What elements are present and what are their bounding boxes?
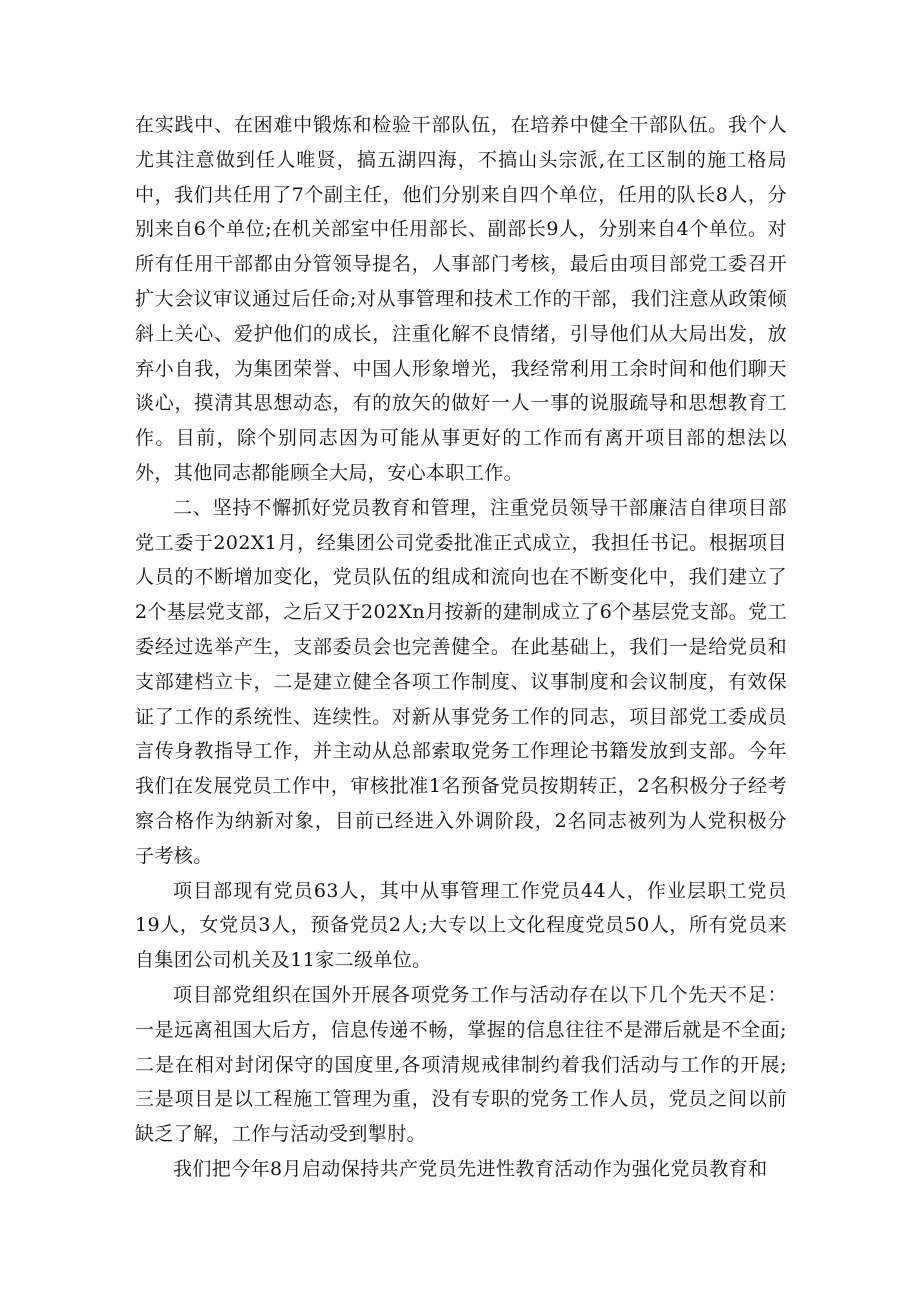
paragraph-overseas-challenges: 项目部党组织在国外开展各项党务工作与活动存在以下几个先天不足：一是远离祖国大后方，信息传递不畅，掌握的信息往往不是滞后就是不全面;二是在相对封闭保守的国度里,各项清规戒律制约着我们活动与工作的开展;三是项目是以工程施工管理为重，没有专职的党务工作人员，党员之间以前缺乏了解，工作与活动受到掣肘。 [135, 983, 787, 1146]
paragraph-party-members-count: 项目部现有党员63人，其中从事管理工作党员44人，作业层职工党员19人，女党员3人，预备党员2人;大专以上文化程度党员50人，所有党员来自集团公司机关及11家二级单位。 [135, 879, 787, 972]
document-body [135, 108, 787, 1187]
paragraph-party-education: 二、坚持不懈抓好党员教育和管理，注重党员领导干部廉洁自律项目部党工委于202X1月，经集团公司党委批准正式成立，我担任书记。根据项目人员的不断增加变化，党员队伍的组成和流向也在不断变化中，我们建立了2个基层党支部，之后又于202Xn月按新的建制成立了6个基层党支部。党工委经过选举产生，支部委员会也完善健全。在此基础上，我们一是给党员和支部建档立卡，二是建立健全各项工作制度、议事制度和会议制度，有效保证了工作的系统性、连续性。对新从事党务工作的同志，项目部党工委成员言传身教指导工作，并主动从总部索取党务工作理论书籍发放到支部。今年我们在发展党员工作中，审核批准1名预备党员按期转正，2名积极分子经考察合格作为纳新对象，目前已经进入外调阶段，2名同志被列为人党积极分子考核。 [135, 496, 787, 867]
paragraph-cadre-team: 在实践中、在困难中锻炼和检验干部队伍，在培养中健全干部队伍。我个人尤其注意做到任人唯贤，搞五湖四海，不搞山头宗派,在工区制的施工格局中，我们共任用了7个副主任，他们分别来自四个单位，任用的队长8人，分别来自6个单位;在机关部室中任用部长、副部长9人，分别来自4个单位。对所有任用干部都由分管领导提名，人事部门考核，最后由项目部党工委召开扩大会议审议通过后任命;对从事管理和技术工作的干部，我们注意从政策倾斜上关心、爱护他们的成长，注重化解不良情绪，引导他们从大局出发，放弃小自我，为集团荣誉、中国人形象增光，我经常利用工余时间和他们聊天谈心，摸清其思想动态，有的放矢的做好一人一事的说服疏导和思想教育工作。目前，除个别同志因为可能从事更好的工作而有离开项目部的想法以外，其他同志都能顾全大局，安心本职工作。 [135, 114, 787, 484]
paragraph-advancement-campaign: 我们把今年8月启动保持共产党员先进性教育活动作为强化党员教育和 [173, 1157, 768, 1180]
